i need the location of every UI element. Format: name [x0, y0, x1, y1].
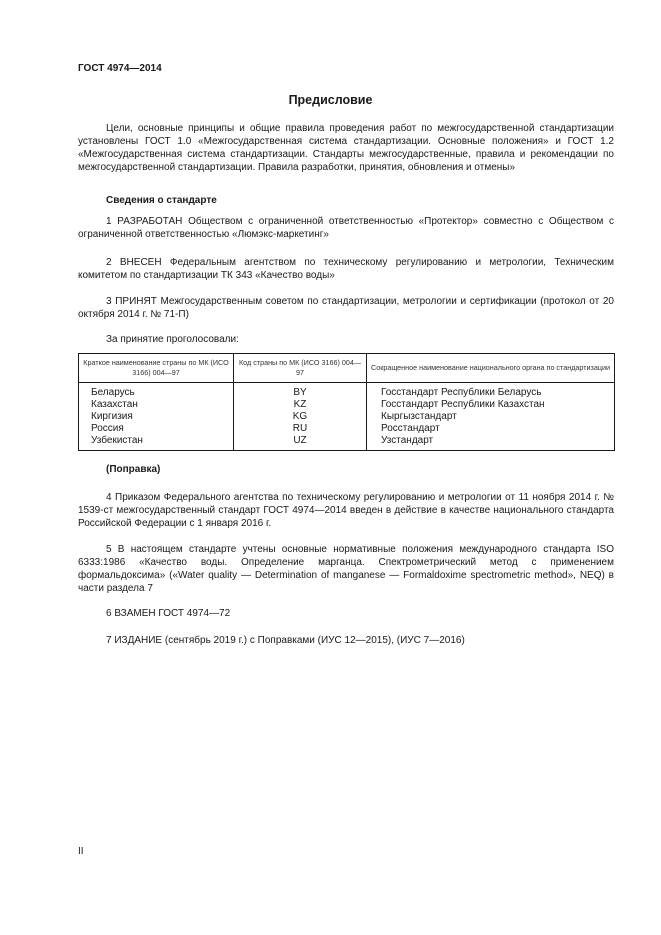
standards-body: Узстандарт	[367, 435, 615, 451]
table-row	[79, 383, 615, 400]
item-developed: 1 РАЗРАБОТАН Обществом с ограниченной ответственностью «Протектор» совместно с Обществом с ограниченной ответственностью «Люмэкс-маркетинг»	[78, 216, 614, 240]
item-iso: 5 В настоящем стандарте учтены основные нормативные положения международного стандарта ISO 6333:1986 «Качество воды. Определение марганца. Спектрометрический метод с применением формальдоксима» («Water quality — Determination of manganese — Formaldoxime spectrometric method», NEQ) в части раздела 7	[78, 544, 614, 594]
page-title: Предисловие	[288, 93, 373, 107]
amendment-label: (Поправка)	[106, 464, 161, 475]
country-name: Узбекистан	[79, 435, 234, 451]
header-standards-body: Сокращенное наименование национального органа по стандартизации	[367, 354, 615, 383]
country-name: Россия	[79, 423, 234, 435]
country-code: UZ	[234, 435, 367, 451]
table-row	[79, 435, 615, 451]
standards-body: Кыргызстандарт	[367, 411, 615, 423]
country-name: Киргизия	[79, 411, 234, 423]
table-header-row	[79, 354, 615, 383]
table-row	[79, 411, 615, 423]
country-name: Беларусь	[79, 383, 234, 400]
table-row	[79, 399, 615, 411]
country-code: KZ	[234, 399, 367, 411]
page-number: II	[78, 846, 84, 857]
intro-paragraph: Цели, основные принципы и общие правила проведения работ по межгосударственной стандартизации установлены ГОСТ 1.0 «Межгосударственная система стандартизации. Основные положения» и ГОСТ 1.2 «Межгосударственная система стандартизации. Стандарты межгосударственные, правила и рекомендации по межгосударственной стандартизации. Правила разработки, принятия, обновления и отмены»	[78, 123, 614, 173]
section-heading: Сведения о стандарте	[106, 195, 217, 206]
header-country-name: Краткое наименование страны по МК (ИСО 3166) 004—97	[79, 354, 234, 383]
item-adopted: 3 ПРИНЯТ Межгосударственным советом по стандартизации, метрологии и сертификации (протокол от 20 октября 2014 г. № 71-П)	[78, 296, 614, 320]
item-introduced: 2 ВНЕСЕН Федеральным агентством по техническому регулированию и метрологии, Техническим комитетом по стандартизации ТК 343 «Качество воды»	[78, 257, 614, 281]
table-row	[79, 423, 615, 435]
item-edition: 7 ИЗДАНИЕ (сентябрь 2019 г.) с Поправками (ИУС 12—2015), (ИУС 7—2016)	[106, 635, 465, 646]
country-code: RU	[234, 423, 367, 435]
standards-body: Госстандарт Республики Казахстан	[367, 399, 615, 411]
countries-table	[78, 353, 615, 451]
document-id: ГОСТ 4974—2014	[78, 63, 162, 74]
country-name: Казахстан	[79, 399, 234, 411]
country-code: BY	[234, 383, 367, 400]
item-replaces: 6 ВЗАМЕН ГОСТ 4974—72	[106, 608, 231, 619]
item-order: 4 Приказом Федерального агентства по техническому регулированию и метрологии от 11 ноября 2014 г. № 1539-ст межгосударственный стандарт ГОСТ 4974—2014 введен в действие в качестве национального стандарта Российской Федерации с 1 января 2016 г.	[78, 492, 614, 529]
standards-body: Росстандарт	[367, 423, 615, 435]
country-code: KG	[234, 411, 367, 423]
voted-label: За принятие проголосовали:	[106, 334, 239, 345]
standards-body: Госстандарт Республики Беларусь	[367, 383, 615, 400]
header-country-code: Код страны по МК (ИСО 3166) 004—97	[234, 354, 367, 383]
